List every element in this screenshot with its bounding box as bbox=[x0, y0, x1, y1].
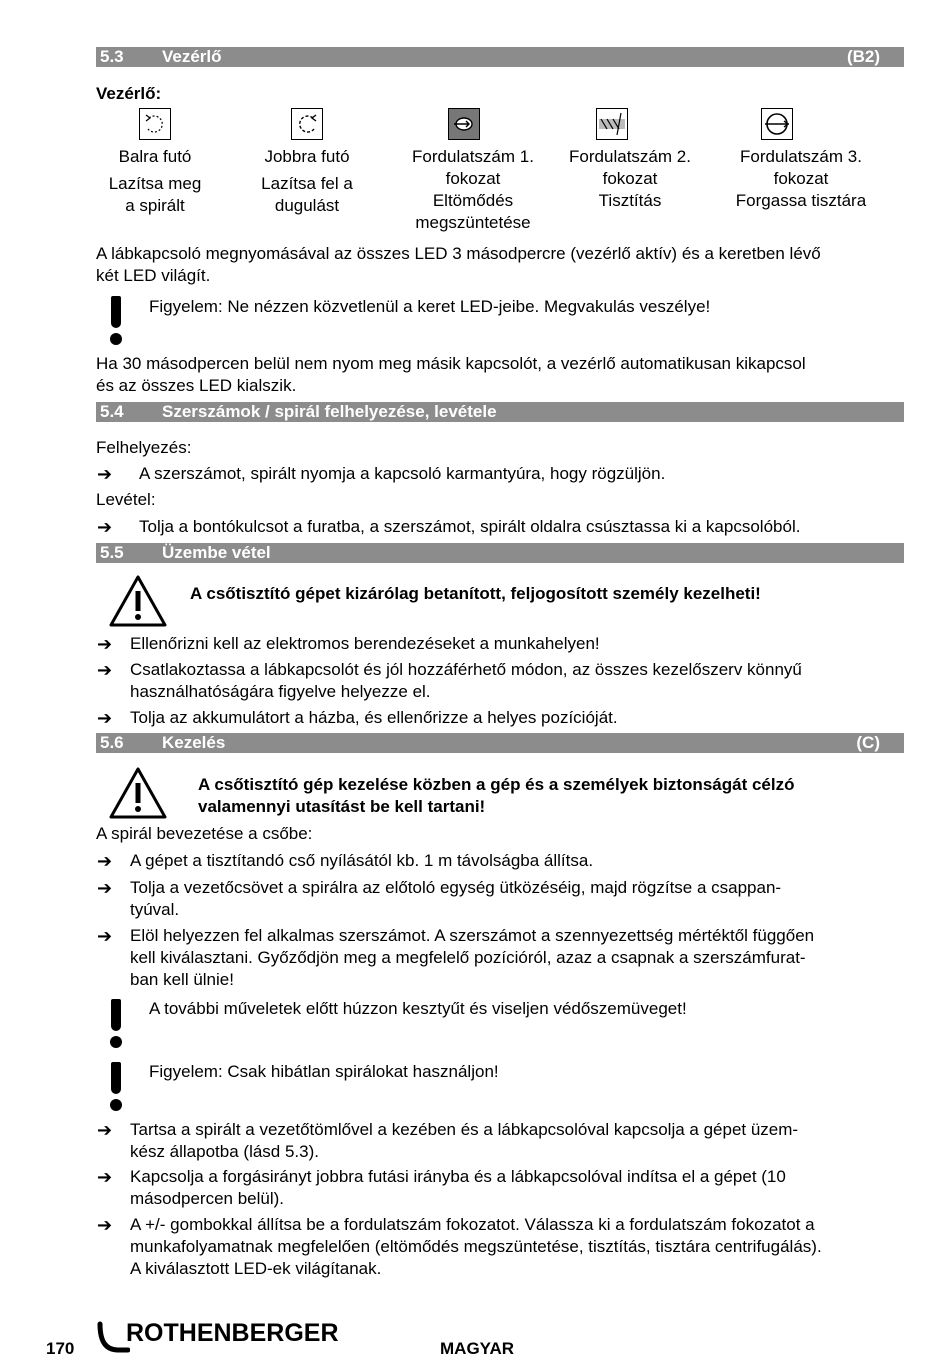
bullet-line: munkafolyamatnak megfelelően (eltömődés megszüntetése, tisztítás, tisztára centrifugálás). bbox=[130, 1237, 822, 1256]
remove-step: Tolja a bontókulcsot a furatba, a szerszámot, spirált oldalra csúsztassa ki a kapcsolóból. bbox=[139, 517, 801, 536]
page-number: 170 bbox=[46, 1339, 75, 1358]
bullet-text bbox=[130, 1166, 900, 1210]
controller-heading: Vezérlő: bbox=[96, 84, 162, 103]
caution-text: A csőtisztító gépet kizárólag betanított, feljogosított személy kezelheti! bbox=[190, 584, 761, 603]
section-ref: (B2) bbox=[846, 47, 880, 66]
caution-line: valamennyi utasítást be kell tartani! bbox=[198, 797, 486, 816]
speed-2-icon bbox=[596, 108, 628, 140]
arrow-icon: ➔ bbox=[97, 464, 113, 484]
arrow-icon: ➔ bbox=[97, 517, 113, 537]
control-desc: a spirált bbox=[125, 196, 185, 215]
mount-step: A szerszámot, spirált nyomja a kapcsoló karmantyúra, hogy rögzüljön. bbox=[139, 464, 666, 483]
bullet-line: A +/- gombokkal állítsa be a fordulatszám fokozatot. Válassza ki a fordulatszám fokozatot a bbox=[130, 1215, 815, 1234]
section-number: 5.4 bbox=[100, 402, 124, 421]
arrow-icon: ➔ bbox=[97, 1215, 113, 1235]
mount-label: Felhelyezés: bbox=[96, 438, 192, 457]
section-title: Üzembe vétel bbox=[162, 543, 271, 562]
control-name: Fordulatszám 1. bbox=[412, 147, 534, 166]
bullet-line: A kiválasztott LED-ek világítanak. bbox=[130, 1259, 382, 1278]
footer-language: MAGYAR bbox=[440, 1339, 514, 1358]
bullet-text bbox=[130, 1214, 900, 1280]
control-desc: dugulást bbox=[274, 196, 340, 215]
bullet-text: Tolja az akkumulátort a házba, és ellenőrizze a helyes pozícióját. bbox=[130, 708, 618, 727]
bullet-line: másodpercen belül). bbox=[130, 1189, 285, 1208]
bullet-text bbox=[130, 659, 900, 703]
control-desc: Tisztítás bbox=[598, 191, 662, 210]
control-speed-2 bbox=[555, 146, 705, 212]
remove-label: Levétel: bbox=[96, 490, 156, 509]
control-speed-3 bbox=[721, 146, 881, 212]
control-rotate-right bbox=[247, 146, 367, 217]
intro-text: A spirál bevezetése a csőbe: bbox=[96, 824, 313, 843]
exclamation-icon bbox=[106, 999, 126, 1049]
bullet-line: Elöl helyezzen fel alkalmas szerszámot. A szerszámot a szennyezettség mértéktől függően bbox=[130, 926, 815, 945]
bullet-text bbox=[130, 1119, 900, 1163]
control-name-2: fokozat bbox=[445, 169, 501, 188]
paragraph-line: két LED világít. bbox=[96, 266, 211, 285]
control-desc: megszüntetése bbox=[415, 213, 531, 232]
control-name-2: fokozat bbox=[602, 169, 658, 188]
rotate-left-icon bbox=[139, 108, 171, 140]
control-name: Fordulatszám 2. bbox=[569, 147, 691, 166]
paragraph-line: Ha 30 másodpercen belül nem nyom meg másik kapcsolót, a vezérlő automatikusan kikapcsol bbox=[96, 354, 806, 373]
section-title: Szerszámok / spirál felhelyezése, levétele bbox=[162, 402, 497, 421]
bullet-text: A gépet a tisztítandó cső nyílásától kb. 1 m távolságba állítsa. bbox=[130, 851, 594, 870]
control-desc: Lazítsa fel a bbox=[261, 174, 353, 193]
bullet-line: tyúval. bbox=[130, 900, 180, 919]
bullet-line: kész állapotba (lásd 5.3). bbox=[130, 1142, 319, 1161]
brand-logo: ROTHENBERGER bbox=[126, 1319, 339, 1347]
control-name: Jobbra futó bbox=[264, 147, 350, 166]
control-desc: Forgassa tisztára bbox=[735, 191, 867, 210]
section-number: 5.5 bbox=[100, 543, 124, 562]
bullet-text bbox=[130, 877, 900, 921]
warning-text: Figyelem: Csak hibátlan spirálokat használjon! bbox=[149, 1062, 499, 1081]
bullet-line: Csatlakoztassa a lábkapcsolót és jól hozzáférhető módon, az összes kezelőszerv könnyű bbox=[130, 660, 802, 679]
section-header-5-3 bbox=[96, 47, 904, 67]
rothenberger-logo-icon bbox=[96, 1320, 130, 1354]
section-number: 5.6 bbox=[100, 733, 124, 752]
caution-text bbox=[198, 774, 794, 818]
control-name: Balra futó bbox=[118, 147, 192, 166]
bullet-line: kell kiválasztani. Győződjön meg a megfelelő pozícióról, azaz a csapnak a szerszámfurat- bbox=[130, 948, 806, 967]
warning-triangle-icon bbox=[108, 766, 168, 820]
paragraph-line: A lábkapcsoló megnyomásával az összes LED 3 másodpercre (vezérlő aktív) és a keretben lévő bbox=[96, 244, 821, 263]
warning-text: Figyelem: Ne nézzen közvetlenül a keret LED-jeibe. Megvakulás veszélye! bbox=[149, 297, 711, 316]
arrow-icon: ➔ bbox=[97, 708, 113, 728]
paragraph-line: és az összes LED kialszik. bbox=[96, 376, 297, 395]
arrow-icon: ➔ bbox=[97, 1167, 113, 1187]
arrow-icon: ➔ bbox=[97, 634, 113, 654]
control-name-2: fokozat bbox=[773, 169, 829, 188]
bullet-line: Tolja a vezetőcsövet a spirálra az előtoló egység ütközéséig, majd rögzítse a csappan- bbox=[130, 878, 782, 897]
section-header-5-4 bbox=[96, 402, 904, 422]
exclamation-icon bbox=[106, 1062, 126, 1112]
section-title: Vezérlő bbox=[162, 47, 222, 66]
bullet-text bbox=[130, 925, 900, 991]
section-header-5-5 bbox=[96, 543, 904, 563]
section-ref: (C) bbox=[856, 733, 880, 752]
arrow-icon: ➔ bbox=[97, 660, 113, 680]
exclamation-icon bbox=[106, 296, 126, 346]
warning-triangle-icon bbox=[108, 574, 168, 628]
control-rotate-left bbox=[95, 146, 215, 217]
bullet-line: ban kell ülnie! bbox=[130, 970, 234, 989]
bullet-line: Tartsa a spirált a vezetőtömlővel a kezében és a lábkapcsolóval kapcsolja a gépet üzem- bbox=[130, 1120, 799, 1139]
warning-text: A további műveletek előtt húzzon kesztyűt és viseljen védőszemüveget! bbox=[149, 999, 687, 1018]
section-header-5-6 bbox=[96, 733, 904, 753]
arrow-icon: ➔ bbox=[97, 1120, 113, 1140]
rotate-right-icon bbox=[291, 108, 323, 140]
arrow-icon: ➔ bbox=[97, 878, 113, 898]
control-desc: Lazítsa meg bbox=[108, 174, 202, 193]
speed-1-icon bbox=[448, 108, 480, 140]
bullet-line: használhatóságára figyelve helyezze el. bbox=[130, 682, 431, 701]
caution-line: A csőtisztító gép kezelése közben a gép és a személyek biztonságát célzó bbox=[198, 775, 795, 794]
arrow-icon: ➔ bbox=[97, 851, 113, 871]
bullet-text: Ellenőrizni kell az elektromos berendezéseket a munkahelyen! bbox=[130, 634, 600, 653]
control-speed-1 bbox=[398, 146, 548, 234]
speed-3-icon bbox=[761, 108, 793, 140]
control-name: Fordulatszám 3. bbox=[740, 147, 862, 166]
section-number: 5.3 bbox=[100, 47, 124, 66]
control-desc: Eltömődés bbox=[432, 191, 514, 210]
arrow-icon: ➔ bbox=[97, 926, 113, 946]
section-title: Kezelés bbox=[162, 733, 226, 752]
bullet-line: Kapcsolja a forgásirányt jobbra futási irányba és a lábkapcsolóval indítsa el a gépet (10 bbox=[130, 1167, 786, 1186]
